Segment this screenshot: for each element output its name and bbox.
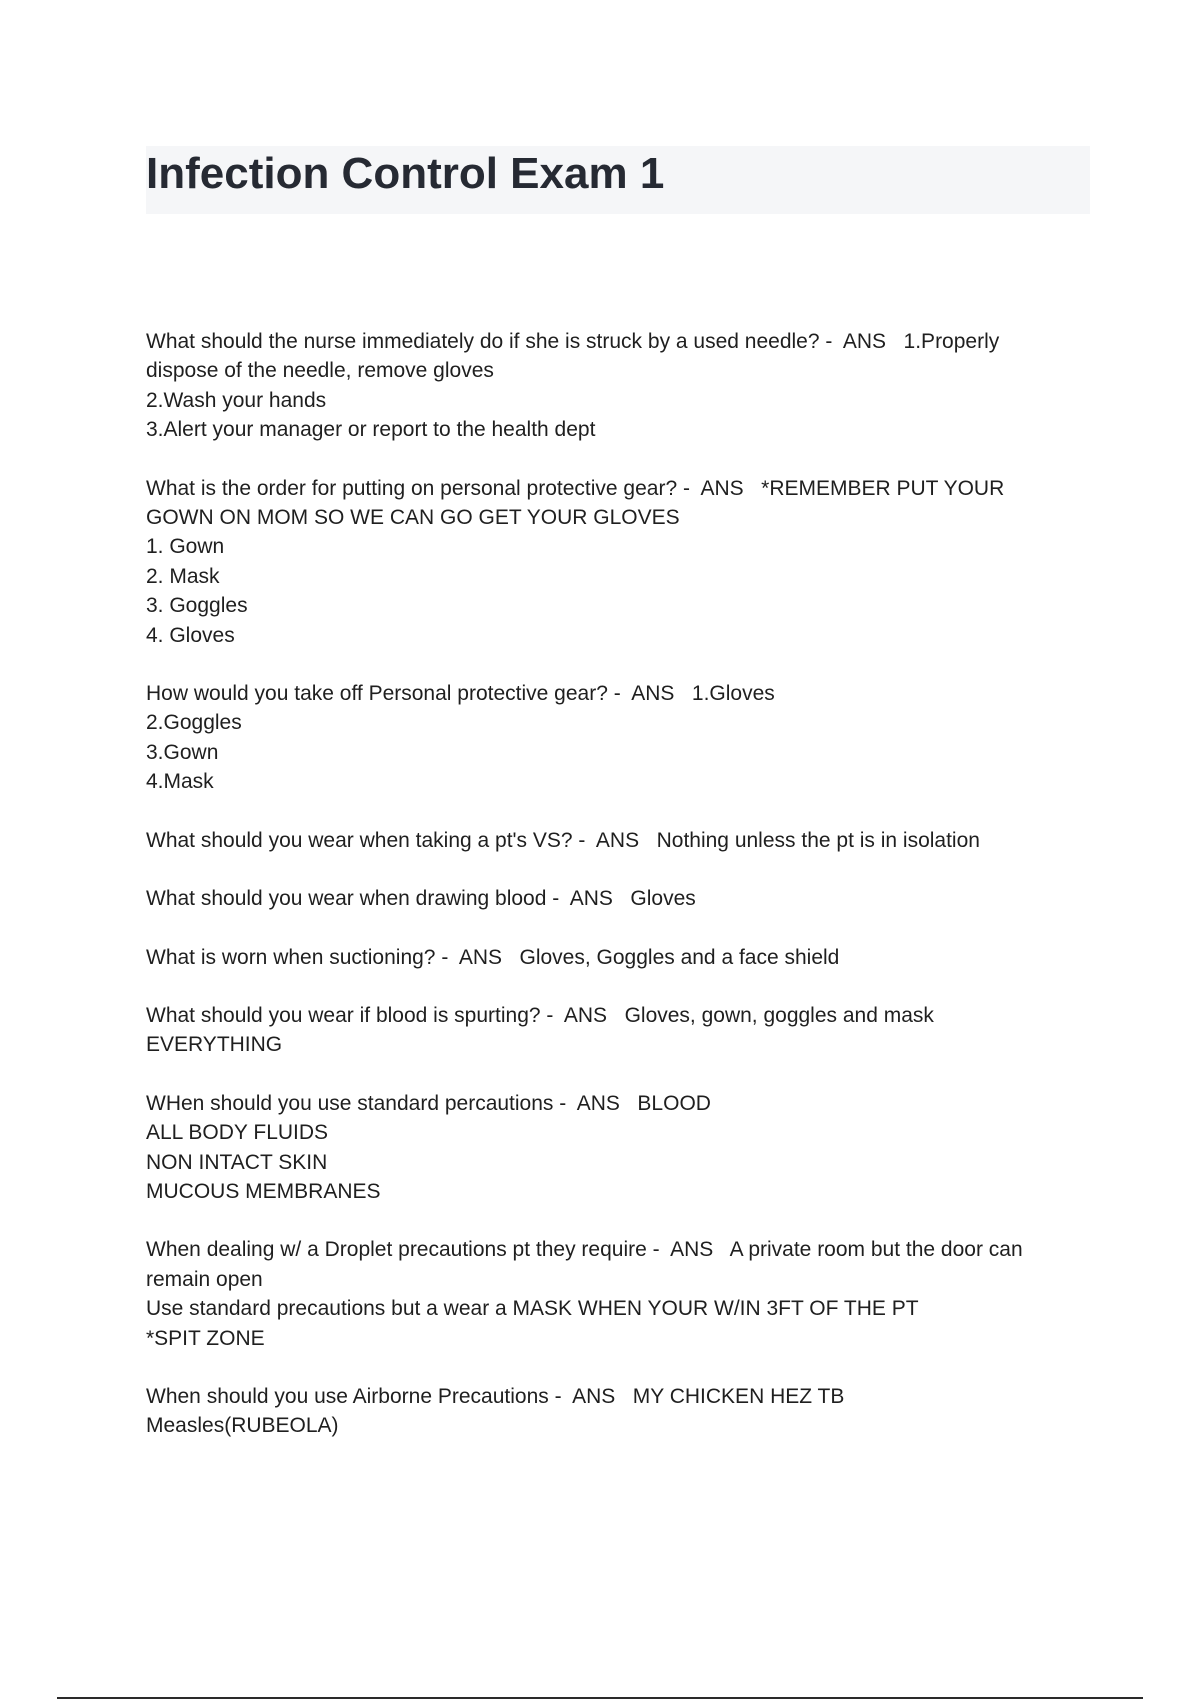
qa-item (146, 1382, 1096, 1441)
question-line: When dealing w/ a Droplet precautions pt they require - ANS A private room but the door can (146, 1238, 1023, 1262)
answer-line: 3. Goggles (146, 594, 248, 618)
qa-item (146, 1089, 1096, 1207)
answer-line: GOWN ON MOM SO WE CAN GO GET YOUR GLOVES (146, 506, 680, 530)
answer-line: 1. Gown (146, 535, 225, 559)
question-line: What should you wear if blood is spurting? - ANS Gloves, gown, goggles and mask (146, 1003, 934, 1027)
answer-line: 4.Mask (146, 770, 214, 794)
question-line: What should you wear when taking a pt's VS? - ANS Nothing unless the pt is in isolation (146, 828, 980, 852)
answer-line: 4. Gloves (146, 623, 235, 647)
qa-list (146, 327, 1096, 1470)
qa-item (146, 1001, 1096, 1060)
qa-item (146, 679, 1096, 797)
qa-item (146, 474, 1096, 650)
answer-line: 2. Mask (146, 564, 220, 588)
question-line: What should the nurse immediately do if she is struck by a used needle? - ANS 1.Properly (146, 330, 1000, 353)
answer-line: dispose of the needle, remove gloves (146, 359, 494, 383)
answer-line: 2.Wash your hands (146, 388, 327, 412)
answer-line: EVERYTHING (146, 1033, 283, 1057)
question-line: What is worn when suctioning? - ANS Gloves, Goggles and a face shield (146, 945, 840, 969)
question-line: What should you wear when drawing blood - ANS Gloves (146, 887, 696, 911)
answer-line: *SPIT ZONE (146, 1326, 265, 1350)
page-title: Infection Control Exam 1 (146, 149, 665, 198)
answer-line: 3.Gown (146, 740, 219, 764)
answer-line: 3.Alert your manager or report to the health dept (146, 418, 596, 442)
answer-line: ALL BODY FLUIDS (146, 1121, 329, 1145)
answer-line: NON INTACT SKIN (146, 1150, 328, 1174)
qa-item (146, 826, 1096, 855)
answer-line: Use standard precautions but a wear a MASK WHEN YOUR W/IN 3FT OF THE PT (146, 1297, 919, 1321)
question-line: How would you take off Personal protective gear? - ANS 1.Gloves (146, 682, 775, 706)
answer-line: 2.Goggles (146, 711, 242, 735)
question-line: WHen should you use standard percautions - ANS BLOOD (146, 1091, 711, 1115)
answer-line: MUCOUS MEMBRANES (146, 1179, 381, 1203)
qa-item (146, 327, 1096, 445)
qa-item (146, 1235, 1096, 1353)
answer-line: Measles(RUBEOLA) (146, 1414, 339, 1438)
question-line: What is the order for putting on personal protective gear? - ANS *REMEMBER PUT YOUR (146, 476, 1005, 500)
qa-item (146, 884, 1096, 913)
question-line: When should you use Airborne Precautions - ANS MY CHICKEN HEZ TB (146, 1384, 845, 1408)
bottom-divider (57, 1697, 1143, 1699)
qa-item (146, 943, 1096, 972)
answer-line: remain open (146, 1267, 263, 1291)
